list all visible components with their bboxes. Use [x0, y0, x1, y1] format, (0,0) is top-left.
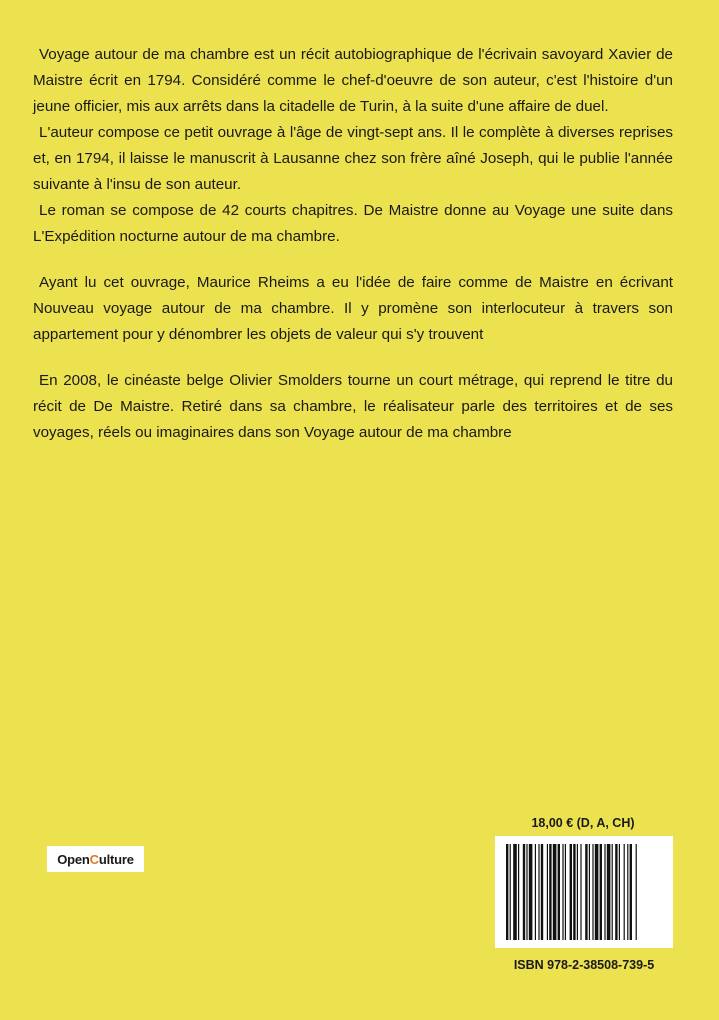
barcode-bar [624, 844, 625, 940]
barcode-bar [589, 844, 590, 940]
barcode-bar [553, 844, 557, 940]
barcode-bar [562, 844, 563, 940]
barcode-bar [607, 844, 611, 940]
barcode-bar [518, 844, 519, 940]
barcode-bar [604, 844, 605, 940]
barcode-bar [565, 844, 566, 940]
price-label: 18,00 € (D, A, CH) [531, 816, 635, 830]
barcode-bar [612, 844, 613, 940]
barcode [495, 836, 673, 948]
paragraph-2: L'auteur compose ce petit ouvrage à l'âge de vingt-sept ans. Il le complète à diverses reprises et, en 1794, il laisse le manuscrit à Lausanne chez son frère aîné Joseph, qui le publie l'année suivante à l'insu de son auteur. [33, 124, 673, 193]
barcode-bar [585, 844, 587, 940]
barcode-bar [573, 844, 575, 940]
barcode-bar [636, 844, 637, 940]
back-cover-text [33, 42, 673, 446]
barcode-bar [526, 844, 527, 940]
paragraph-3: Le roman se compose de 42 courts chapitres. De Maistre donne au Voyage une suite dans L'Expédition nocturne autour de ma chambre. [33, 202, 673, 245]
barcode-bar [529, 844, 533, 940]
barcode-bar [595, 844, 599, 940]
barcode-bar [506, 844, 508, 940]
barcode-bar [549, 844, 551, 940]
barcode-bar [523, 844, 525, 940]
barcode-bar [535, 844, 536, 940]
barcode-bar [592, 844, 593, 940]
paragraph-4: Ayant lu cet ouvrage, Maurice Rheims a eu l'idée de faire comme de Maistre en écrivant Nouveau voyage autour de ma chambre. Il y promène son interlocuteur à travers son appartement pour y dénombrer les objets de valeur qui s'y trouvent [33, 274, 673, 343]
barcode-bar [627, 844, 628, 940]
isbn-label: ISBN 978-2-38508-739-5 [513, 958, 655, 972]
barcode-bar [541, 844, 543, 940]
barcode-bar [577, 844, 578, 940]
publisher-logo [47, 846, 144, 872]
logo-text-open: Open [57, 851, 90, 867]
logo-text-ulture: ulture [98, 851, 134, 867]
barcode-bar [580, 844, 581, 940]
barcode-bar [600, 844, 602, 940]
barcode-bar [510, 844, 511, 940]
barcode-bar [538, 844, 539, 940]
barcode-bar [630, 844, 632, 940]
barcode-bar [619, 844, 620, 940]
paragraph-1: Voyage autour de ma chambre est un récit autobiographique de l'écrivain savoyard Xavier de Maistre écrit en 1794. Considéré comme le chef-d'oeuvre de son auteur, c'est l'histoire d'un jeune officier, mis aux arrêts dans la citadelle de Turin, à la suite d'une affaire de duel. [33, 46, 673, 115]
barcode-bar [513, 844, 517, 940]
barcode-bar [615, 844, 617, 940]
barcode-bar [558, 844, 560, 940]
paragraph-5: En 2008, le cinéaste belge Olivier Smolders tourne un court métrage, qui reprend le titre du récit de De Maistre. Retiré dans sa chambre, le réalisateur parle des territoires et de ses voyages, réels ou imaginaires dans son Voyage autour de ma chambre [33, 372, 673, 441]
logo-text-c: C [89, 851, 99, 867]
barcode-icon [504, 844, 664, 940]
barcode-bar [570, 844, 572, 940]
barcode-bar [547, 844, 548, 940]
